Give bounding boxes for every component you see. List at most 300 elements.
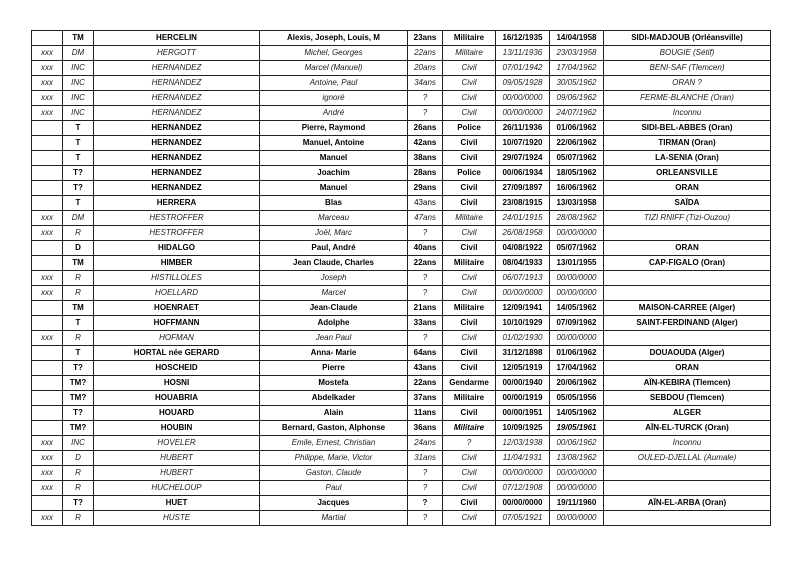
cell-place: SEBDOU (Tlemcen)	[604, 391, 771, 406]
cell-surname: HOUABRIA	[94, 391, 260, 406]
cell-marker	[32, 196, 63, 211]
cell-category: Civil	[443, 511, 496, 526]
cell-category: Civil	[443, 151, 496, 166]
cell-surname: HERGOTT	[94, 46, 260, 61]
cell-marker	[32, 241, 63, 256]
cell-category: Civil	[443, 346, 496, 361]
cell-first-names: André	[260, 106, 408, 121]
cell-place: SIDI-MADJOUB (Orléansville)	[604, 31, 771, 46]
cell-place	[604, 481, 771, 496]
table-row	[32, 451, 771, 466]
cell-category: Civil	[443, 226, 496, 241]
cell-marker	[32, 256, 63, 271]
cell-place: LA-SENIA (Oran)	[604, 151, 771, 166]
cell-place: Inconnu	[604, 106, 771, 121]
cell-surname: HUBERT	[94, 451, 260, 466]
cell-age: 64ans	[408, 346, 443, 361]
table-row	[32, 211, 771, 226]
cell-age: 21ans	[408, 301, 443, 316]
cell-surname: HOFFMANN	[94, 316, 260, 331]
table-row	[32, 346, 771, 361]
cell-place: FERME-BLANCHE (Oran)	[604, 91, 771, 106]
cell-place: ORAN	[604, 241, 771, 256]
cell-marker: xxx	[32, 466, 63, 481]
cell-date1: 12/05/1919	[496, 361, 550, 376]
cell-category: Militaire	[443, 301, 496, 316]
cell-place: SIDI-BEL-ABBES (Oran)	[604, 121, 771, 136]
cell-marker: xxx	[32, 46, 63, 61]
cell-category: Civil	[443, 481, 496, 496]
cell-marker	[32, 181, 63, 196]
cell-date1: 12/09/1941	[496, 301, 550, 316]
cell-surname: HOELLARD	[94, 286, 260, 301]
cell-marker	[32, 376, 63, 391]
cell-date2: 23/03/1958	[550, 46, 604, 61]
cell-code: TM	[63, 301, 94, 316]
cell-date1: 04/08/1922	[496, 241, 550, 256]
cell-age: 40ans	[408, 241, 443, 256]
cell-surname: HERNANDEZ	[94, 106, 260, 121]
cell-first-names: Martial	[260, 511, 408, 526]
cell-first-names: Alexis, Joseph, Louis, M	[260, 31, 408, 46]
cell-code: T?	[63, 181, 94, 196]
cell-date2: 00/00/0000	[550, 481, 604, 496]
cell-age: 36ans	[408, 421, 443, 436]
cell-age: 38ans	[408, 151, 443, 166]
cell-first-names: Manuel, Antoine	[260, 136, 408, 151]
cell-category: Civil	[443, 316, 496, 331]
cell-place: ORAN	[604, 361, 771, 376]
table-row	[32, 121, 771, 136]
cell-date1: 00/00/0000	[496, 286, 550, 301]
cell-category: Militaire	[443, 421, 496, 436]
cell-marker: xxx	[32, 61, 63, 76]
cell-code: T?	[63, 496, 94, 511]
cell-marker: xxx	[32, 286, 63, 301]
cell-marker	[32, 136, 63, 151]
cell-category: Civil	[443, 361, 496, 376]
cell-date1: 00/00/1919	[496, 391, 550, 406]
cell-place: OULED-DJELLAL (Aumale)	[604, 451, 771, 466]
cell-surname: HERNANDEZ	[94, 151, 260, 166]
table-row	[32, 481, 771, 496]
cell-surname: HOENRAET	[94, 301, 260, 316]
cell-date1: 13/11/1936	[496, 46, 550, 61]
cell-date2: 30/05/1962	[550, 76, 604, 91]
cell-code: INC	[63, 91, 94, 106]
cell-code: TM?	[63, 376, 94, 391]
cell-code: T	[63, 196, 94, 211]
cell-first-names: Manuel	[260, 181, 408, 196]
cell-first-names: Emile, Ernest, Christian	[260, 436, 408, 451]
cell-first-names: Marcel	[260, 286, 408, 301]
cell-first-names: Antoine, Paul	[260, 76, 408, 91]
table-row	[32, 61, 771, 76]
table-row	[32, 421, 771, 436]
table-row	[32, 271, 771, 286]
table-row	[32, 106, 771, 121]
cell-date2: 05/05/1956	[550, 391, 604, 406]
cell-first-names: Alain	[260, 406, 408, 421]
cell-marker	[32, 301, 63, 316]
cell-place: CAP-FIGALO (Oran)	[604, 256, 771, 271]
cell-surname: HUET	[94, 496, 260, 511]
cell-age: 20ans	[408, 61, 443, 76]
cell-age: 43ans	[408, 361, 443, 376]
cell-category: Civil	[443, 106, 496, 121]
cell-date2: 09/06/1962	[550, 91, 604, 106]
cell-first-names: ignoré	[260, 91, 408, 106]
cell-first-names: Jean Paul	[260, 331, 408, 346]
table-row	[32, 256, 771, 271]
cell-marker: xxx	[32, 436, 63, 451]
cell-first-names: Paul, André	[260, 241, 408, 256]
cell-date2: 00/00/0000	[550, 286, 604, 301]
cell-marker	[32, 496, 63, 511]
cell-place	[604, 331, 771, 346]
cell-surname: HESTROFFER	[94, 211, 260, 226]
cell-place	[604, 466, 771, 481]
table-row	[32, 376, 771, 391]
cell-date1: 26/11/1936	[496, 121, 550, 136]
cell-date2: 22/06/1962	[550, 136, 604, 151]
cell-age: ?	[408, 271, 443, 286]
cell-date2: 00/00/0000	[550, 511, 604, 526]
cell-marker	[32, 406, 63, 421]
cell-surname: HOVELER	[94, 436, 260, 451]
cell-first-names: Paul	[260, 481, 408, 496]
cell-marker	[32, 316, 63, 331]
cell-code: T?	[63, 166, 94, 181]
cell-surname: HOSNI	[94, 376, 260, 391]
cell-code: INC	[63, 61, 94, 76]
cell-place	[604, 511, 771, 526]
cell-date1: 11/04/1931	[496, 451, 550, 466]
cell-age: ?	[408, 286, 443, 301]
cell-code: T	[63, 346, 94, 361]
cell-first-names: Jean-Claude	[260, 301, 408, 316]
table-row	[32, 166, 771, 181]
cell-surname: HERRERA	[94, 196, 260, 211]
cell-date1: 01/02/1930	[496, 331, 550, 346]
cell-place: BENI-SAF (Tlemcen)	[604, 61, 771, 76]
cell-code: R	[63, 286, 94, 301]
cell-date1: 29/07/1924	[496, 151, 550, 166]
cell-surname: HERNANDEZ	[94, 121, 260, 136]
cell-first-names: Anna- Marie	[260, 346, 408, 361]
cell-first-names: Marceau	[260, 211, 408, 226]
cell-first-names: Gaston, Claude	[260, 466, 408, 481]
cell-age: ?	[408, 496, 443, 511]
cell-category: Civil	[443, 181, 496, 196]
cell-age: 28ans	[408, 166, 443, 181]
cell-first-names: Jacques	[260, 496, 408, 511]
table-row	[32, 511, 771, 526]
cell-date1: 00/00/1940	[496, 376, 550, 391]
cell-age: 24ans	[408, 436, 443, 451]
cell-age: 26ans	[408, 121, 443, 136]
cell-category: Civil	[443, 271, 496, 286]
cell-date2: 20/06/1962	[550, 376, 604, 391]
cell-code: R	[63, 511, 94, 526]
cell-surname: HERNANDEZ	[94, 181, 260, 196]
cell-category: Civil	[443, 76, 496, 91]
cell-place: ORLEANSVILLE	[604, 166, 771, 181]
cell-place	[604, 271, 771, 286]
cell-surname: HUSTE	[94, 511, 260, 526]
cell-first-names: Mostefa	[260, 376, 408, 391]
cell-date2: 07/09/1962	[550, 316, 604, 331]
cell-age: ?	[408, 331, 443, 346]
cell-surname: HERNANDEZ	[94, 61, 260, 76]
table-row	[32, 196, 771, 211]
table-row	[32, 286, 771, 301]
cell-code: INC	[63, 106, 94, 121]
cell-date1: 08/04/1933	[496, 256, 550, 271]
cell-marker: xxx	[32, 91, 63, 106]
table-row	[32, 46, 771, 61]
cell-marker	[32, 166, 63, 181]
cell-date2: 00/00/0000	[550, 331, 604, 346]
cell-code: R	[63, 226, 94, 241]
cell-category: Civil	[443, 61, 496, 76]
cell-date2: 14/04/1958	[550, 31, 604, 46]
cell-date1: 31/12/1898	[496, 346, 550, 361]
cell-date1: 07/12/1908	[496, 481, 550, 496]
cell-date2: 13/01/1955	[550, 256, 604, 271]
cell-age: 29ans	[408, 181, 443, 196]
cell-marker: xxx	[32, 451, 63, 466]
cell-date1: 07/01/1942	[496, 61, 550, 76]
cell-first-names: Marcel (Manuel)	[260, 61, 408, 76]
cell-category: Civil	[443, 241, 496, 256]
cell-category: Civil	[443, 466, 496, 481]
cell-age: ?	[408, 466, 443, 481]
cell-code: R	[63, 271, 94, 286]
cell-date2: 14/05/1962	[550, 406, 604, 421]
cell-date1: 23/08/1915	[496, 196, 550, 211]
cell-date1: 00/00/0000	[496, 106, 550, 121]
cell-first-names: Adolphe	[260, 316, 408, 331]
cell-surname: HISTILLOLES	[94, 271, 260, 286]
cell-category: Gendarme	[443, 376, 496, 391]
cell-date1: 10/07/1920	[496, 136, 550, 151]
cell-place: ALGER	[604, 406, 771, 421]
cell-first-names: Michel, Georges	[260, 46, 408, 61]
cell-age: 23ans	[408, 31, 443, 46]
cell-place: AÏN-KEBIRA (Tlemcen)	[604, 376, 771, 391]
cell-place: SAINT-FERDINAND (Alger)	[604, 316, 771, 331]
cell-marker	[32, 421, 63, 436]
cell-age: 33ans	[408, 316, 443, 331]
cell-surname: HERNANDEZ	[94, 166, 260, 181]
cell-place: AÏN-EL-TURCK (Oran)	[604, 421, 771, 436]
cell-place	[604, 226, 771, 241]
cell-code: T	[63, 151, 94, 166]
cell-date1: 24/01/1915	[496, 211, 550, 226]
cell-date2: 13/08/1962	[550, 451, 604, 466]
cell-code: R	[63, 481, 94, 496]
cell-date1: 00/06/1934	[496, 166, 550, 181]
cell-age: 37ans	[408, 391, 443, 406]
cell-marker: xxx	[32, 481, 63, 496]
cell-first-names: Jean Claude, Charles	[260, 256, 408, 271]
cell-code: INC	[63, 76, 94, 91]
cell-surname: HESTROFFER	[94, 226, 260, 241]
cell-code: T?	[63, 361, 94, 376]
cell-category: Civil	[443, 286, 496, 301]
cell-category: Police	[443, 121, 496, 136]
cell-marker: xxx	[32, 106, 63, 121]
cell-marker: xxx	[32, 211, 63, 226]
cell-place: DOUAOUDA (Alger)	[604, 346, 771, 361]
cell-code: D	[63, 451, 94, 466]
cell-code: DM	[63, 211, 94, 226]
cell-marker	[32, 31, 63, 46]
cell-date2: 14/05/1962	[550, 301, 604, 316]
cell-date1: 10/09/1925	[496, 421, 550, 436]
cell-code: TM?	[63, 391, 94, 406]
cell-marker: xxx	[32, 226, 63, 241]
cell-age: 43ans	[408, 196, 443, 211]
cell-date2: 17/04/1962	[550, 361, 604, 376]
cell-age: 31ans	[408, 451, 443, 466]
cell-place: TIRMAN (Oran)	[604, 136, 771, 151]
cell-surname: HIDALGO	[94, 241, 260, 256]
cell-code: INC	[63, 436, 94, 451]
cell-category: Civil	[443, 136, 496, 151]
cell-age: 34ans	[408, 76, 443, 91]
cell-date2: 18/05/1962	[550, 166, 604, 181]
cell-date1: 00/00/1951	[496, 406, 550, 421]
table-row	[32, 31, 771, 46]
cell-surname: HERCELIN	[94, 31, 260, 46]
cell-category: Militaire	[443, 46, 496, 61]
cell-age: 42ans	[408, 136, 443, 151]
cell-first-names: Manuel	[260, 151, 408, 166]
table-body	[32, 31, 771, 526]
table-row	[32, 496, 771, 511]
table-row	[32, 76, 771, 91]
table-row	[32, 151, 771, 166]
cell-age: 22ans	[408, 256, 443, 271]
cell-date2: 17/04/1962	[550, 61, 604, 76]
table-row	[32, 136, 771, 151]
cell-category: Civil	[443, 196, 496, 211]
cell-marker: xxx	[32, 331, 63, 346]
cell-age: 22ans	[408, 46, 443, 61]
cell-date1: 00/00/0000	[496, 466, 550, 481]
table-row	[32, 466, 771, 481]
cell-surname: HOFMAN	[94, 331, 260, 346]
cell-surname: HOUARD	[94, 406, 260, 421]
cell-marker	[32, 346, 63, 361]
cell-age: ?	[408, 511, 443, 526]
cell-age: ?	[408, 226, 443, 241]
cell-marker: xxx	[32, 511, 63, 526]
cell-date2: 19/05/1961	[550, 421, 604, 436]
cell-first-names: Joseph	[260, 271, 408, 286]
cell-category: Militaire	[443, 211, 496, 226]
cell-surname: HIMBER	[94, 256, 260, 271]
table-row	[32, 436, 771, 451]
cell-age: ?	[408, 91, 443, 106]
cell-surname: HORTAL née GERARD	[94, 346, 260, 361]
cell-date2: 13/03/1958	[550, 196, 604, 211]
cell-surname: HERNANDEZ	[94, 136, 260, 151]
cell-first-names: Joachim	[260, 166, 408, 181]
cell-code: R	[63, 466, 94, 481]
cell-date1: 07/05/1921	[496, 511, 550, 526]
table-row	[32, 331, 771, 346]
cell-code: D	[63, 241, 94, 256]
cell-date1: 00/00/0000	[496, 91, 550, 106]
table-row	[32, 361, 771, 376]
cell-category: Police	[443, 166, 496, 181]
cell-category: Militaire	[443, 391, 496, 406]
cell-category: Militaire	[443, 31, 496, 46]
cell-date2: 28/08/1962	[550, 211, 604, 226]
cell-category: Civil	[443, 91, 496, 106]
cell-date2: 24/07/1962	[550, 106, 604, 121]
table-row	[32, 91, 771, 106]
cell-date1: 06/07/1913	[496, 271, 550, 286]
cell-place: Inconnu	[604, 436, 771, 451]
cell-date2: 16/06/1962	[550, 181, 604, 196]
cell-surname: HERNANDEZ	[94, 76, 260, 91]
cell-first-names: Pierre, Raymond	[260, 121, 408, 136]
cell-date2: 00/06/1962	[550, 436, 604, 451]
missing-persons-table	[31, 30, 771, 526]
cell-category: Civil	[443, 331, 496, 346]
cell-surname: HOSCHEID	[94, 361, 260, 376]
cell-category: Civil	[443, 496, 496, 511]
cell-category: ?	[443, 436, 496, 451]
cell-date1: 26/08/1958	[496, 226, 550, 241]
table-row	[32, 316, 771, 331]
cell-first-names: Philippe, Marie, Victor	[260, 451, 408, 466]
cell-first-names: Joël, Marc	[260, 226, 408, 241]
cell-code: R	[63, 331, 94, 346]
table-row	[32, 181, 771, 196]
cell-marker: xxx	[32, 76, 63, 91]
cell-marker	[32, 121, 63, 136]
cell-category: Civil	[443, 406, 496, 421]
cell-date2: 00/00/0000	[550, 271, 604, 286]
cell-place: ORAN	[604, 181, 771, 196]
cell-place: BOUGIE (Sétif)	[604, 46, 771, 61]
cell-place: MAISON-CARREE (Alger)	[604, 301, 771, 316]
cell-date1: 10/10/1929	[496, 316, 550, 331]
table-row	[32, 226, 771, 241]
cell-place: ORAN ?	[604, 76, 771, 91]
cell-date2: 01/06/1962	[550, 121, 604, 136]
cell-code: T	[63, 136, 94, 151]
cell-marker: xxx	[32, 271, 63, 286]
cell-date2: 05/07/1962	[550, 241, 604, 256]
cell-date2: 00/00/0000	[550, 466, 604, 481]
cell-age: 22ans	[408, 376, 443, 391]
cell-category: Civil	[443, 451, 496, 466]
cell-marker	[32, 361, 63, 376]
cell-date2: 19/11/1960	[550, 496, 604, 511]
cell-date1: 16/12/1935	[496, 31, 550, 46]
cell-place: TIZI RNIFF (Tizi-Ouzou)	[604, 211, 771, 226]
cell-date2: 00/00/0000	[550, 226, 604, 241]
cell-date2: 05/07/1962	[550, 151, 604, 166]
cell-date1: 27/09/1897	[496, 181, 550, 196]
cell-first-names: Abdelkader	[260, 391, 408, 406]
